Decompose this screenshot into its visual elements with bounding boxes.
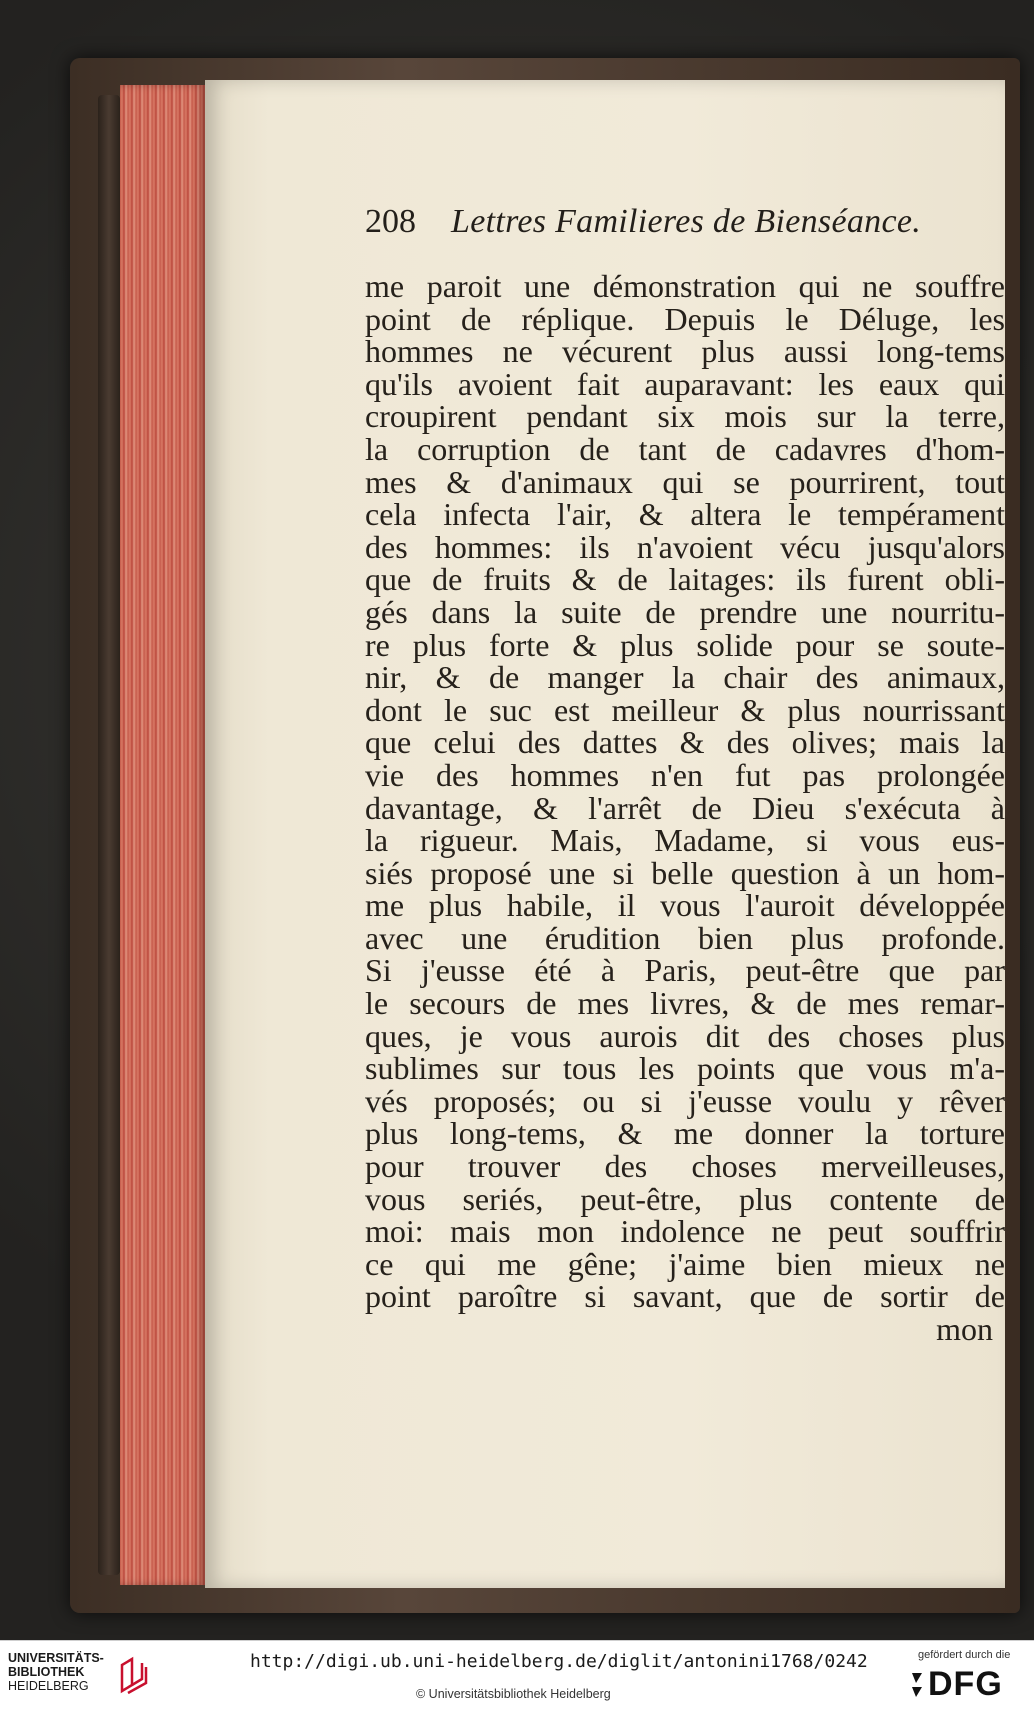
funder-block[interactable] [906, 1649, 1026, 1709]
text-line: hommes ne vécurent plus aussi long-tems [365, 333, 1005, 370]
book-spine-edge [98, 95, 120, 1575]
dfg-logo-mark-icon [910, 1669, 928, 1705]
text-line: vous seriés, peut-être, plus contente de [365, 1180, 1005, 1217]
text-line: pour trouver des choses merveilleuses, [365, 1148, 1005, 1185]
body-text [365, 270, 1005, 1346]
text-line: nir, & de manger la chair des animaux, [365, 659, 1005, 696]
library-name-line-1: UNIVERSITÄTS- [8, 1651, 104, 1665]
viewer-footer [0, 1640, 1034, 1716]
library-mark-icon [118, 1655, 150, 1695]
text-line: cela infecta l'air, & altera le tempérament [365, 496, 1005, 533]
text-line: sublimes sur tous les points que vous m'a- [365, 1050, 1005, 1087]
text-line: avec une érudition bien plus profonde. [365, 919, 1005, 956]
dfg-logo-text: DFG [928, 1665, 1003, 1703]
library-logo[interactable] [8, 1651, 144, 1709]
running-head [365, 203, 985, 253]
text-line: mes & d'animaux qui se pourrirent, tout [365, 463, 1005, 500]
text-line: ce qui me gêne; j'aime bien mieux ne [365, 1245, 1005, 1282]
text-line: la rigueur. Mais, Madame, si vous eus- [365, 822, 1005, 859]
text-line: point de réplique. Depuis le Déluge, les [365, 300, 1005, 337]
red-page-edges [120, 85, 206, 1585]
text-line: point paroître si savant, que de sortir de [365, 1278, 1005, 1315]
text-line: le secours de mes livres, & de mes remar- [365, 985, 1005, 1022]
text-line: dont le suc est meilleur & plus nourrissant [365, 691, 1005, 728]
text-line: plus long-tems, & me donner la torture [365, 1115, 1005, 1152]
text-line: gés dans la suite de prendre une nourritu- [365, 593, 1005, 630]
book-page [205, 80, 1005, 1588]
catchword: mon [936, 1311, 993, 1347]
permalink-url[interactable]: http://digi.ub.uni-heidelberg.de/diglit/antonini1768/0242 [250, 1651, 868, 1672]
text-line: des hommes: ils n'avoient vécu jusqu'alors [365, 528, 1005, 565]
text-line: que de fruits & de laitages: ils furent obli- [365, 561, 1005, 598]
page-number: 208 [365, 203, 416, 240]
copyright-notice: © Universitätsbibliothek Heidelberg [416, 1687, 611, 1701]
text-line: moi: mais mon indolence ne peut souffrir [365, 1213, 1005, 1250]
text-line: qu'ils avoient fait auparavant: les eaux qui [365, 365, 1005, 402]
text-line: vie des hommes n'en fut pas prolongée [365, 756, 1005, 793]
library-name-line-3: HEIDELBERG [8, 1679, 89, 1693]
running-title: Lettres Familieres de Bienséance. [451, 203, 922, 240]
text-line: re plus forte & plus solide pour se soute- [365, 626, 1005, 663]
text-line: me plus habile, il vous l'auroit développée [365, 887, 1005, 924]
text-line: ques, je vous aurois dit des choses plus [365, 1017, 1005, 1054]
dfg-logo [910, 1667, 1028, 1705]
text-line: que celui des dattes & des olives; mais la [365, 724, 1005, 761]
text-line: Si j'eusse été à Paris, peut-être que par [365, 952, 1005, 989]
library-name-line-2: BIBLIOTHEK [8, 1665, 85, 1679]
text-line: croupirent pendant six mois sur la terre, [365, 398, 1005, 435]
text-line: me paroit une démonstration qui ne souffre [365, 268, 1005, 304]
text-line: vés proposés; ou si j'eusse voulu y rêver [365, 1082, 1005, 1119]
text-line: la corruption de tant de cadavres d'hom- [365, 430, 1005, 467]
text-line: siés proposé une si belle question à un hom- [365, 854, 1005, 891]
funder-label: gefördert durch die [918, 1649, 1011, 1661]
library-name [8, 1651, 104, 1693]
text-line: davantage, & l'arrêt de Dieu s'exécuta à [365, 789, 1005, 826]
